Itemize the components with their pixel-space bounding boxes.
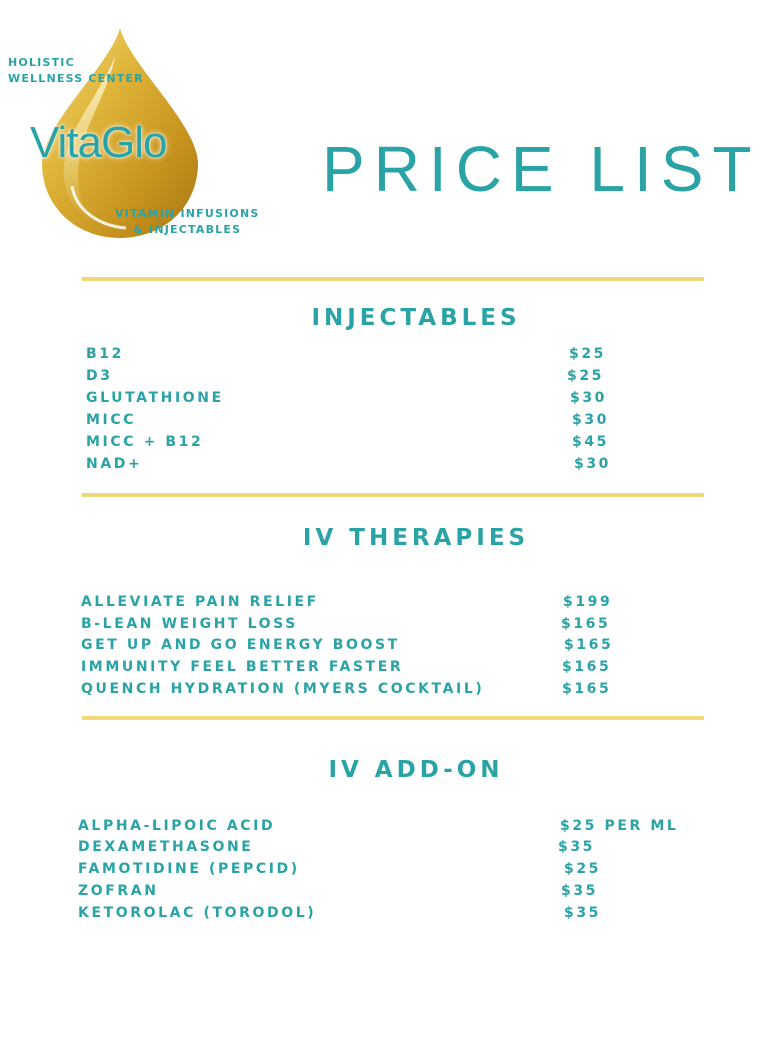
item-name: DEXAMETHASONE — [78, 839, 254, 855]
logo-tagline — [8, 55, 144, 87]
item-name: FAMOTIDINE (PEPCID) — [78, 861, 300, 877]
item-price: $25 — [567, 368, 605, 384]
item-price: $25 PER ML — [560, 818, 679, 834]
item-price: $35 — [561, 883, 599, 899]
item-name: KETOROLAC (TORODOL) — [78, 905, 317, 921]
item-price: $165 — [564, 637, 614, 653]
item-name: D3 — [86, 368, 113, 384]
divider — [82, 277, 704, 281]
divider — [82, 493, 704, 497]
logo-line-2: WELLNESS CENTER — [8, 72, 144, 85]
logo — [0, 0, 300, 260]
item-price: $199 — [563, 594, 613, 610]
logo-brand-name: VitaGlo — [30, 118, 167, 167]
divider — [82, 716, 704, 720]
item-price: $165 — [562, 659, 612, 675]
item-name: ALPHA-LIPOIC ACID — [78, 818, 276, 834]
logo-line-1: HOLISTIC — [8, 56, 75, 69]
item-name: NAD+ — [86, 456, 143, 472]
item-name: MICC + B12 — [86, 434, 204, 450]
page-title: PRICE LIST — [322, 133, 761, 205]
item-price: $25 — [569, 346, 607, 362]
section-title-iv-therapies: IV THERAPIES — [302, 525, 530, 551]
item-name: IMMUNITY FEEL BETTER FASTER — [81, 659, 404, 675]
item-price: $35 — [564, 905, 602, 921]
item-name: QUENCH HYDRATION (MYERS COCKTAIL) — [81, 681, 485, 697]
section-title-iv-add-on: IV ADD-ON — [328, 757, 504, 783]
logo-subtitle — [115, 206, 259, 238]
item-price: $30 — [574, 456, 612, 472]
item-name: B12 — [86, 346, 124, 362]
item-price: $165 — [562, 681, 612, 697]
item-price: $30 — [570, 390, 608, 406]
item-name: B-LEAN WEIGHT LOSS — [81, 616, 298, 632]
item-name: GET UP AND GO ENERGY BOOST — [81, 637, 400, 653]
item-name: ALLEVIATE PAIN RELIEF — [81, 594, 319, 610]
item-price: $165 — [561, 616, 611, 632]
item-price: $35 — [558, 839, 596, 855]
item-price: $25 — [564, 861, 602, 877]
logo-sub-line-2: & INJECTABLES — [133, 223, 242, 236]
logo-sub-line-1: VITAMIN INFUSIONS — [115, 207, 260, 220]
section-title-injectables: INJECTABLES — [311, 305, 521, 331]
item-price: $45 — [572, 434, 610, 450]
item-name: ZOFRAN — [78, 883, 159, 899]
item-name: GLUTATHIONE — [86, 390, 224, 406]
item-price: $30 — [572, 412, 610, 428]
item-name: MICC — [86, 412, 137, 428]
